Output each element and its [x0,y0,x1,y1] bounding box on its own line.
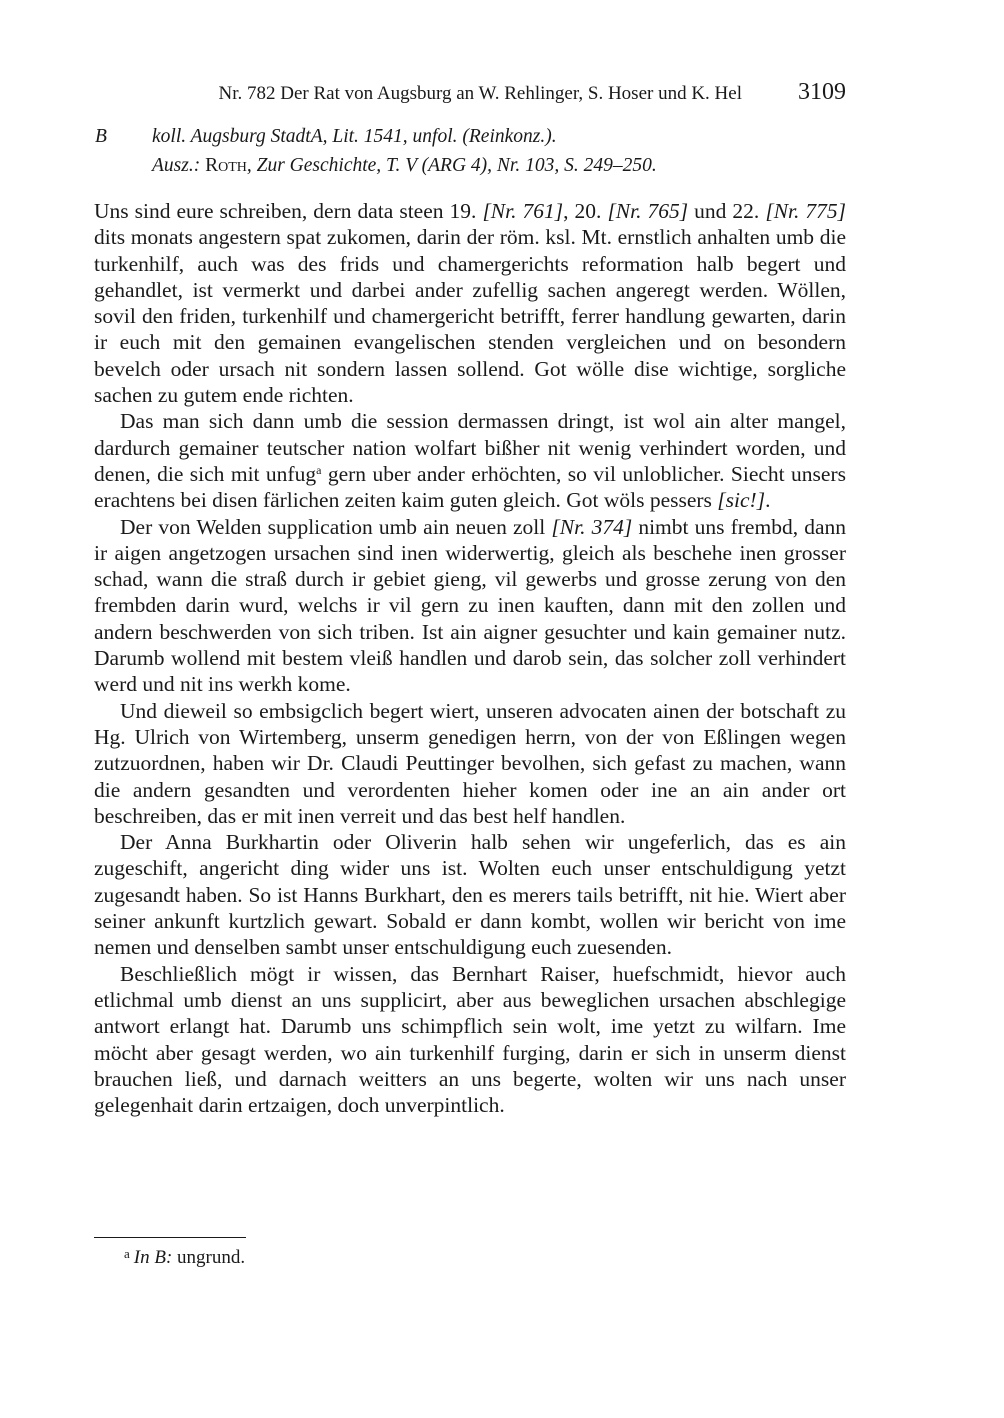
text-run: , 20. [563,199,608,223]
paragraph-1 [94,198,846,408]
cross-reference: [Nr. 374] [551,514,633,539]
cross-reference: [Nr. 761] [482,199,564,223]
paragraph-5: Der Anna Burkhartin oder Oliverin halb sehen wir ungeferlich, das es ain zugeschift, angericht ding wider uns ist. Wolten euch unser entschuldigung yetzt zugesandt haben. So ist Hanns Burkhart, den es merers tails betrifft, nit hie. Wiert aber seiner ankunft kurtzlich gewart. Sobald er dann kombt, wollen wir bericht von ime nemen und denselben sambt unser entschuldigung euch zuesenden. [94,830,846,960]
text-run: . [765,488,771,513]
text-run: Das man sich dann umb die session dermassen dringt, ist wol ain alter mangel, dardurch gemainer teutscher nation wolfart bißher nit wenig verhindert worden, und denen, die sich mit unfug [94,409,846,486]
cross-reference: [Nr. 775] [765,199,847,223]
footnote-mark: a [124,1246,130,1261]
sic-note: [sic!] [717,488,766,513]
text-run: nimbt uns frembd, dann ir aigen angetzogen ursachen sind inen widerwertig, gleich als beschehe inen grosser schad, wann die straß durch ir gebiet gieng, vil gewerbs und grosse zerung von den frembden darin wurd, welchs ir vil gern zu inen kauften, dann mit den zollen und andern beschwerden von sich triben. Ist ain aigner gesuchter und kain gemainer nutz. Darumb wollend mit bestem vleiß handlen und darob sein, das solcher zoll verhindert werd und nit ins werkh kome. [94,514,846,697]
text-run: Uns sind eure schreiben, dern data steen 19. [94,199,483,223]
excerpt-prefix: Ausz.: [152,155,206,176]
text-run: dits monats angestern spat zukomen, darin der röm. ksl. Mt. ernstlich anhalten umb die turkenhilf, auch was des frids und chamergerichts reformation halb begert und gehandlet, ist vermerkt und darbei ander zufellig sachen angeregt werden. Wöllen, sovil den friden, turkenhilf und chamergericht betrifft, ferrer handlung gewarten, darin ir euch mit den gemainen evangelischen stenden vergleichen und on besondern bevelch oder ursach nit sondern lassen sollend. Got wölle dise wichtige, sorgliche sachen zu gutem ende richten. [94,225,846,408]
footnote-a [124,1240,245,1272]
footnote-label: In B: [133,1247,173,1268]
source-description: koll. Augsburg StadtA, Lit. 1541, unfol. (Reinkonz.). [152,126,557,147]
excerpt-reference [152,151,657,180]
footnote-divider [94,1237,246,1238]
letter-body [94,198,846,1118]
footnote-text: ungrund. [172,1247,246,1268]
paragraph-4: Und dieweil so embsigclich begert wiert, unseren advocaten ainen der botschaft zu Hg. Ulrich von Wirtemberg, unserm genedigen herrn, von der von Eßlingen wegen zutzuordnen, haben wir Dr. Claudi Peuttinger bevolhen, sich gefast zu machen, wann die andern gesandten und verordenten hieher komen oder ine an ain ander ort beschreiben, das er mit inen verreit und das best helf handlen. [94,698,846,828]
text-run: gern uber ander erhöchten, so vil unloblicher. Siecht unsers erachtens bei disen färlichen zeiten kaim guten gleich. Got wöls pessers [94,461,846,513]
footnote-marker: a [316,462,322,477]
page-number: 3109 [798,79,846,105]
excerpt-citation: , Zur Geschichte, T. V (ARG 4), Nr. 103, S. 249–250. [246,155,657,176]
source-siglum: B [95,126,107,147]
paragraph-2 [94,408,846,513]
running-title: Nr. 782 Der Rat von Augsburg an W. Rehlinger, S. Hoser und K. Hel [218,83,742,104]
cross-reference: [Nr. 765] [607,199,689,223]
source-line-main [94,122,846,151]
source-apparatus [94,122,846,180]
paragraph-6: Beschließlich mögt ir wissen, das Bernhart Raiser, huefschmidt, hievor auch etlichmal umb dienst an uns supplicirt, aber aus beweglichen ursachen abschlegige antwort erlangt hat. Darumb uns schimpflich sein wolt, ime yetzt zu wilfarn. Ime möcht aber gesagt werden, wo ain turkenhilf furging, darin er sich in unserm dienst brauchen ließ, und darnach weitters an uns begerte, wolten wir uns nach unser gelegenhait darin ertzaigen, doch unverpintlich. [94,961,846,1118]
text-run: Der von Welden supplication umb ain neuen zoll [120,514,552,539]
document-page [94,0,846,1418]
paragraph-3 [94,514,846,698]
excerpt-author: Roth [205,155,247,176]
text-run: und 22. [688,199,766,223]
running-header [94,80,846,108]
source-line-excerpt [94,151,846,180]
